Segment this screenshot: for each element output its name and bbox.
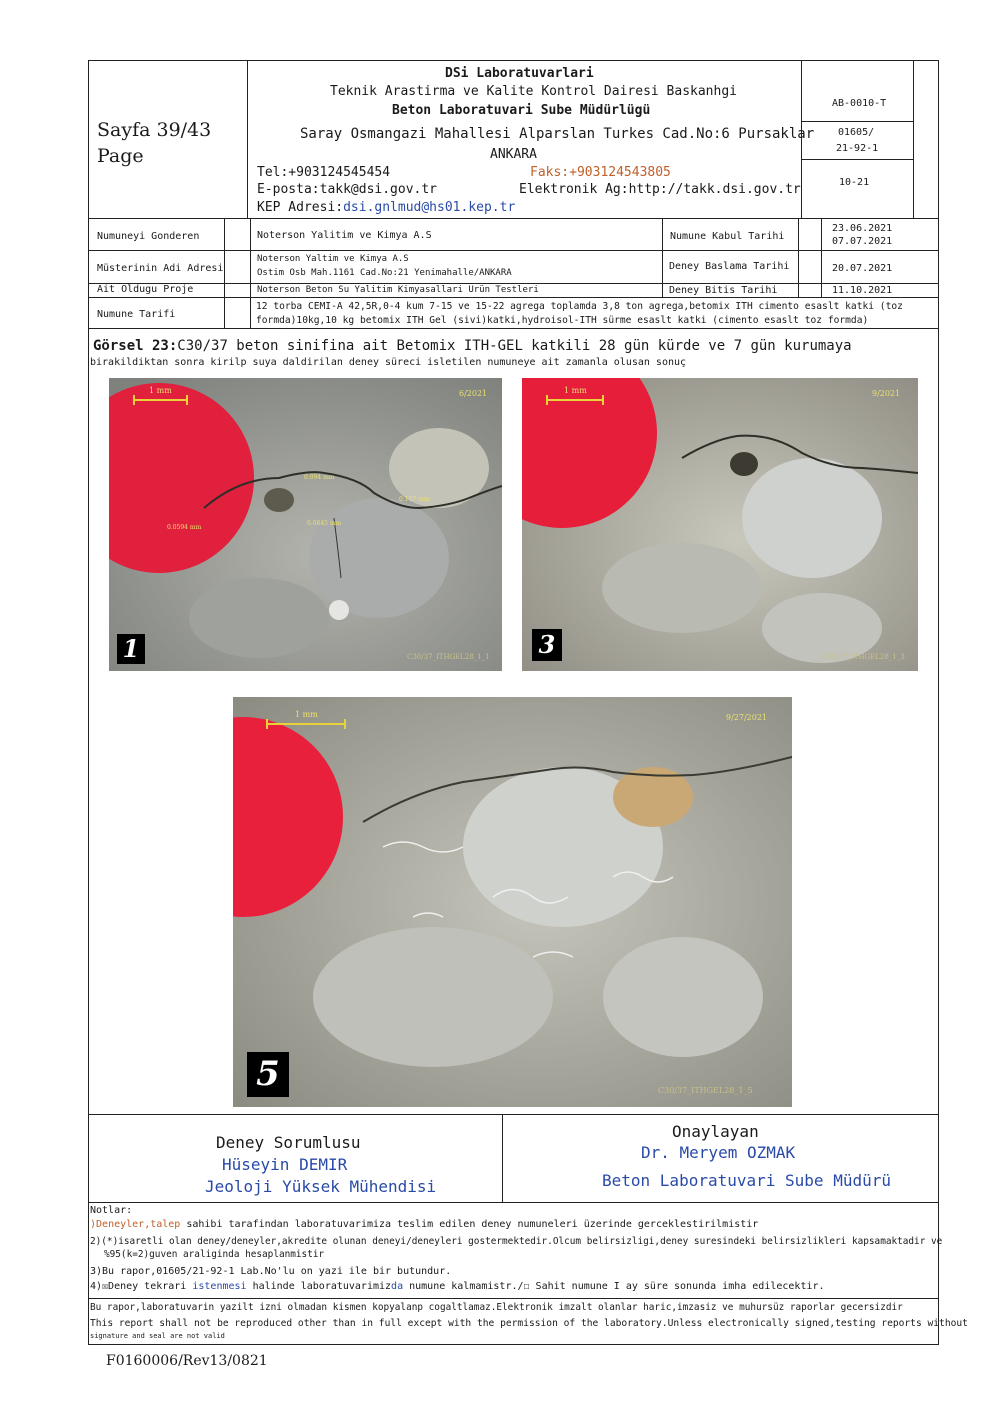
kep-address	[257, 200, 515, 215]
start-label: Deney Baslama Tarihi	[669, 261, 790, 272]
report-no: 01605/	[838, 127, 875, 138]
website: Elektronik Ag:http://takk.dsi.gov.tr	[519, 182, 801, 197]
figure-title-2: birakildiktan sonra kirilp suya daldirilan deney süreci isletilen numuneye ait zamanla olusan sonuç	[90, 357, 687, 368]
fax: Faks:+903124543805	[530, 165, 671, 180]
sender-value: Noterson Yalitim ve Kimya A.S	[257, 230, 432, 241]
crack-measure: 0.094 mm	[304, 474, 335, 481]
dept-name: Teknik Arastirma ve Kalite Kontrol Dairesi Baskanhgi	[330, 84, 737, 99]
note-prefix: )	[90, 1219, 97, 1230]
table-line	[88, 283, 939, 284]
tester-title: Deney Sorumlusu	[216, 1133, 361, 1152]
crack-measure: 0.107 mm	[399, 496, 430, 503]
note-4	[90, 1281, 825, 1292]
branch-name: Beton Laboratuvari Sube Müdürlügü	[392, 103, 651, 118]
period: 10-21	[839, 177, 870, 188]
note-2-cont: %95(k=2)guven araliginda hesaplanmistir	[104, 1249, 325, 1260]
end-label: Deney Bitis Tarihi	[669, 285, 778, 296]
start-date: 20.07.2021	[832, 263, 893, 274]
desc-value-2: formda)10kg,10 kg betomix ITH Gel (sivi)katki,hydroisol-ITH sürme esaslt katki (cimento esaslt toz formda)	[256, 315, 869, 326]
note-highlight: Deneyler,talep	[96, 1219, 181, 1230]
figure-title	[93, 338, 852, 354]
address-city: ANKARA	[490, 147, 537, 162]
photo-number: 1	[117, 634, 145, 664]
micrograph-3	[522, 378, 918, 671]
scale-bar	[133, 399, 188, 401]
scale-bar	[546, 399, 604, 401]
report-no-2: 21-92-1	[836, 143, 879, 154]
note-2: 2)(*)isaretli olan deney/deneyler,akredite olunan deneyi/deneyleri gostermektedir.Olcum belirsizligi,deney suresindeki belirsizlikleri kapsamaktadir ve	[90, 1236, 943, 1247]
note-highlight: da	[391, 1281, 404, 1292]
signature-divider	[88, 1202, 939, 1203]
figure-text: C30/37 beton sinifina ait Betomix ITH-GEL katkili 28 gün kürde ve 7 gün kurumaya	[177, 338, 852, 354]
scale-bar	[266, 723, 346, 725]
kep-value: dsi.gnlmud@hs01.kep.tr	[343, 200, 516, 215]
header-divider	[801, 121, 913, 122]
table-line	[662, 218, 663, 297]
doc-code: AB-0010-T	[832, 98, 887, 109]
note-3: 3)Bu rapor,01605/21-92-1 Lab.No'lu on yazi ile bir butundur.	[90, 1266, 452, 1277]
table-line	[821, 218, 822, 297]
header-divider	[247, 60, 248, 218]
scale-label: 1 mm	[564, 386, 587, 395]
tester-name: Hüseyin DEMIR	[222, 1155, 348, 1174]
sender-label: Numuneyi Gonderen	[97, 231, 200, 242]
table-line	[88, 297, 939, 298]
note-text: numune kalmamistr./☐ Sahit numune I ay süre sonunda imha edilecektir.	[403, 1281, 825, 1292]
address-line: Saray Osmangazi Mahallesi Alparslan Turkes Cad.No:6 Pursaklar	[300, 126, 815, 142]
table-line	[88, 328, 939, 329]
header-divider	[801, 159, 913, 160]
client-label: Müsterinin Adi Adresi	[97, 263, 224, 274]
photo-caption: C30/37_ITHGEL28_1_5	[658, 1086, 753, 1095]
note-text: halinde laboratuvarimiz	[246, 1281, 392, 1292]
page-number: Sayfa 39/43	[97, 119, 212, 141]
note-text: sahibi tarafindan laboratuvarimiza teslim edilen deney numuneleri üzerinde gerceklestirilmistir	[180, 1219, 759, 1230]
photo-date: 6/2021	[459, 389, 488, 398]
client-address: Ostim Osb Mah.1161 Cad.No:21 Yenimahalle/ANKARA	[257, 268, 512, 278]
form-code: F0160006/Rev13/0821	[106, 1353, 268, 1369]
copyright-en: This report shall not be reproduced other than in full except with the permission of the laboratory.Unless electronically signed,testing reports without	[90, 1318, 968, 1329]
micrograph-5	[233, 697, 792, 1107]
desc-label: Numune Tarifi	[97, 309, 176, 320]
accept-date-2: 07.07.2021	[832, 236, 893, 247]
footer-divider	[88, 1298, 939, 1299]
phone: Tel:+903124545454	[257, 165, 391, 180]
accept-label: Numune Kabul Tarihi	[670, 231, 785, 242]
kep-label: KEP Adresi:	[257, 200, 344, 215]
photo-caption: C30/37_ITHGEL28_1_3	[822, 653, 905, 661]
table-line	[250, 218, 251, 328]
note-1	[90, 1219, 758, 1230]
copyright-en-2: signature and seal are not valid	[90, 1332, 225, 1340]
approver-role: Beton Laboratuvari Sube Müdürü	[602, 1171, 891, 1190]
tester-role: Jeoloji Yüksek Mühendisi	[205, 1177, 437, 1196]
photo-date: 9/27/2021	[726, 713, 768, 722]
desc-value: 12 torba CEMI-A 42,5R,0-4 kum 7-15 ve 15-22 agrega toplamda 3,8 ton agrega,betomix ITH cimento esaslt katki (toz	[256, 301, 903, 312]
table-line	[224, 218, 225, 328]
header-divider	[88, 218, 939, 219]
photo-caption: C30/37_ITHGEL28_1_1	[407, 653, 490, 661]
end-date: 11.10.2021	[832, 285, 893, 296]
photo-number: 5	[247, 1052, 289, 1097]
note-text: 4)☒Deney tekrari	[90, 1281, 193, 1292]
project-label: Ait Oldugu Proje	[97, 284, 194, 295]
org-title: DSi Laboratuvarlari	[445, 66, 594, 81]
table-line	[798, 218, 799, 297]
header-divider	[913, 60, 914, 218]
approver-title: Onaylayan	[672, 1122, 759, 1141]
photo-date: 9/2021	[872, 389, 901, 398]
client-name: Noterson Yaltim ve Kimya A.S	[257, 254, 409, 264]
scale-label: 1 mm	[149, 386, 172, 395]
table-line	[88, 250, 939, 251]
photo-number: 3	[532, 629, 562, 661]
approver-name: Dr. Meryem OZMAK	[641, 1143, 796, 1162]
figure-label: Görsel 23:	[93, 338, 178, 354]
crack-measure: 0.0594 mm	[167, 524, 202, 531]
notes-heading: Notlar:	[90, 1205, 133, 1216]
signature-divider	[88, 1114, 939, 1115]
accept-date: 23.06.2021	[832, 223, 893, 234]
scale-label: 1 mm	[295, 710, 318, 719]
page-label-en: Page	[97, 145, 144, 167]
note-highlight: istenmesi	[192, 1281, 247, 1292]
project-value: Noterson Beton Su Yalitim Kimyasallari Urün Testleri	[257, 285, 539, 295]
email: E-posta:takk@dsi.gov.tr	[257, 182, 438, 197]
copyright-tr: Bu rapor,laboratuvarin yazilt izni olmadan kismen kopyalanp cogaltlamaz.Elektronik imzalt olanlar haric,imzasiz ve muhursüz raporlar gecersizdir	[90, 1302, 903, 1313]
crack-measure: 0.0645 mm	[307, 520, 342, 527]
micrograph-1	[109, 378, 502, 671]
signature-divider	[502, 1114, 503, 1202]
